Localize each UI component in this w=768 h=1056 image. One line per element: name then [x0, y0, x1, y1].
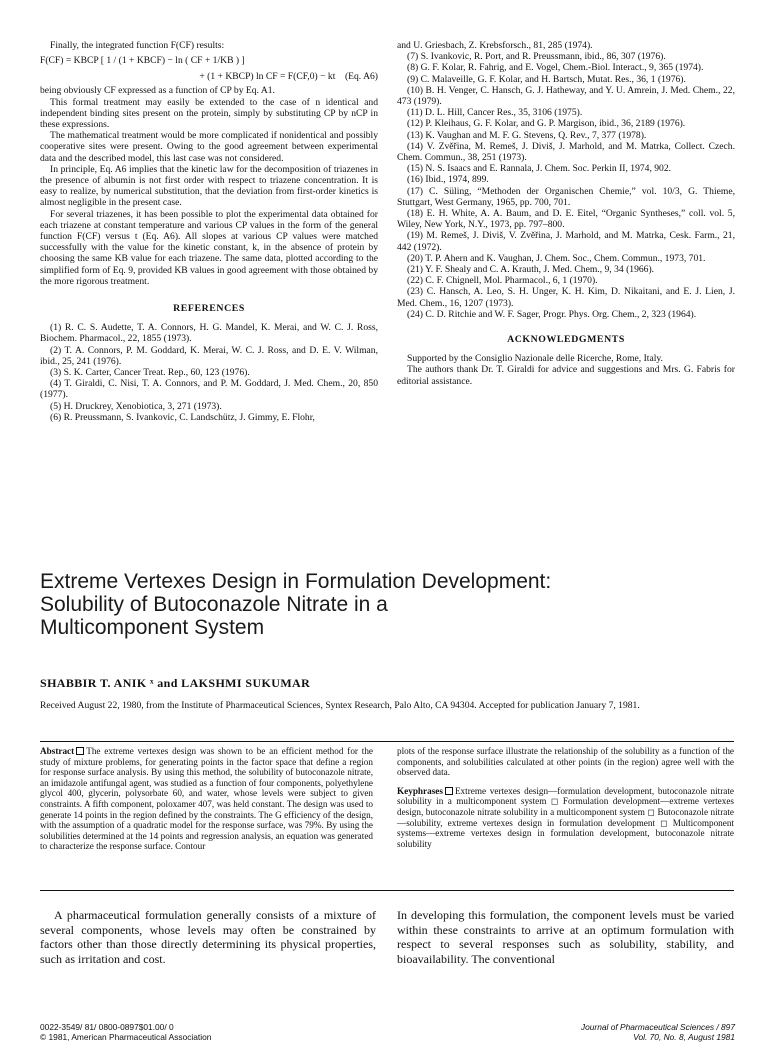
reference-item: (3) S. K. Carter, Cancer Treat. Rep., 60, 123 (1976). — [50, 367, 250, 379]
reference-item: (21) Y. F. Shealy and C. A. Krauth, J. Med. Chem., 9, 34 (1966). — [407, 264, 655, 276]
reference-item: (18) E. H. White, A. A. Baum, and D. E. Eitel, “Organic Syntheses,” coll. vol. 5, Wiley, New York, N.Y., 1973, pp. 797–800. — [397, 208, 735, 231]
reference-item: (16) Ibid., 1974, 899. — [407, 174, 489, 186]
paragraph: The mathematical treatment would be more complicated if nonidentical and possibly cooperative sites were present. Owing to the good agreement between experimental data and the described model, this last case was not considered. — [40, 130, 378, 164]
issn-line: 0022-3549/ 81/ 0800-0897$01.00/ 0 — [40, 1022, 174, 1032]
article-title — [40, 570, 740, 639]
footer-left — [40, 1022, 211, 1042]
reference-item: (11) D. L. Hill, Cancer Res., 35, 3106 (1975). — [407, 107, 583, 119]
paragraph: In developing this formulation, the component levels must be varied within these constraints to arrive at an optimum formulation with respect to several responses such as solubility, stability, and bioavailability. The conventional — [397, 908, 734, 966]
reference-item: (24) C. D. Ritchie and W. F. Sager, Progr. Phys. Org. Chem., 2, 323 (1964). — [407, 308, 697, 320]
reference-item: (10) B. H. Venger, C. Hansch, G. J. Hatheway, and Y. U. Amrein, J. Med. Chem., 22, 473 (1979). — [397, 84, 735, 108]
keyphrases-label: Keyphrases — [397, 785, 443, 796]
acknowledgments-section — [397, 334, 735, 387]
reference-item: (22) C. F. Chignell, Mol. Pharmacol., 6, 1 (1970). — [407, 275, 598, 287]
reference-item: (8) G. F. Kolar, R. Fahrig, and E. Vogel, Chem.-Biol. Interact., 9, 365 (1974). — [407, 62, 704, 74]
acknowledgments-heading: ACKNOWLEDGMENTS — [507, 334, 625, 346]
equation-a6-line1: F(CF) = KBCP [ 1 / (1 + KBCF) − ln ( CF + 1/KB ) ] — [40, 55, 245, 67]
abstract — [40, 746, 373, 852]
paragraph: This formal treatment may easily be extended to the case of n identical and independent binding sites present on the protein, simply by substituting CP by nCP in these expressions. — [40, 96, 378, 131]
reference-item: (7) S. Ivankovic, R. Port, and R. Preussmann, ibid., 86, 307 (1976). — [407, 51, 666, 63]
reference-item: (19) M. Remeš, J. Diviš, V. Zvěřina, J. Marhold, and M. Matrka, Cesk. Farm., 21, 442 (1972). — [397, 230, 735, 253]
reference-item: (13) K. Vaughan and M. F. G. Stevens, Q. Rev., 7, 377 (1978). — [407, 129, 647, 141]
volume-line: Vol. 70, No. 8, August 1981 — [633, 1032, 735, 1042]
abstract-label: Abstract — [40, 746, 75, 756]
reference-item: (9) C. Malaveille, G. F. Kolar, and H. Bartsch, Mutat. Res., 36, 1 (1976). — [407, 73, 686, 85]
reference-item: (20) T. P. Ahern and K. Vaughan, J. Chem. Soc., Chem. Commun., 1973, 701. — [407, 252, 706, 264]
reference-item: (23) C. Hansch, A. Leo, S. H. Unger, K. H. Kim, D. Nikaitani, and E. J. Lien, J. Med. Chem., 16, 1207 (1973). — [397, 286, 735, 309]
received-info: Received August 22, 1980, from the Institute of Pharmaceutical Sciences, Syntex Research, Palo Alto, CA 94304. Accepted for publication January 7, 1981. — [40, 700, 640, 711]
journal-line: Journal of Pharmaceutical Sciences / 897 — [580, 1022, 735, 1032]
reference-item: (4) T. Giraldi, C. Nisi, T. A. Connors, and P. M. Goddard, J. Med. Chem., 20, 850 (1977). — [40, 378, 378, 401]
paragraph: Finally, the integrated function F(CF) results: — [50, 40, 225, 51]
abstract-top-rule — [40, 741, 734, 742]
reference-item: (14) V. Zvěřina, M. Remeš, J. Diviš, J. Marhold, and M. Matrka, Collect. Czech. Chem. Commun., 38, 251 (1973). — [397, 140, 735, 164]
abstract-continuation: plots of the response surface illustrate the relationship of the solubility as a function of the components, and solubilities calculated at other points (in the region) agree well with the observed data. — [397, 746, 734, 778]
title-line: Solubility of Butoconazole Nitrate in a — [40, 593, 388, 616]
reference-item: (6) R. Preussmann, S. Ivankovic, C. Landschütz, J. Gimmy, E. Flohr, — [50, 411, 315, 423]
paragraph: In principle, Eq. A6 implies that the kinetic law for the decomposition of triazenes in the presence of albumin is not first order with respect to triazene concentration. It is easy to realize, by numerical substitution, that the deviation from first-order kinetics is almost negligible in the present case. — [40, 163, 378, 209]
copyright-line: © 1981, American Pharmaceutical Association — [40, 1032, 212, 1042]
paragraph: For several triazenes, it has been possible to plot the experimental data obtained for each triazene at constant temperature and various CP values in the form of the general function F(CF) versus t (Eq. A6). All slopes at various CP values were matched successfully with the value for the kinetic constant, k, in the absence of protein by choosing the same KB value for each triazene. The same data, plotted according to the simplified form of Eq. 9, provided KB values in good agreement with those obtained by the more rigorous treatment. — [40, 208, 378, 287]
right-column — [397, 40, 735, 387]
authors: SHABBIR T. ANIK ˣ and LAKSHMI SUKUMAR — [40, 676, 311, 690]
left-column — [40, 40, 378, 423]
reference-item: (2) T. A. Connors, P. M. Goddard, K. Merai, W. C. J. Ross, and D. E. V. Wilman, ibid., 25, 241 (1976). — [40, 344, 378, 367]
box-icon — [76, 747, 84, 755]
reference-item: and U. Griesbach, Z. Krebsforsch., 81, 285 (1974). — [397, 40, 593, 51]
reference-item: (12) P. Kleihaus, G. F. Kolar, and G. P. Margison, ibid., 36, 2189 (1976). — [407, 118, 686, 130]
paragraph: A pharmaceutical formulation generally consists of a mixture of several components, whose levels may often be constrained by factors other than those directly determining its physical properties, such as irritation and cost. — [40, 908, 376, 966]
abstract-bottom-rule — [40, 890, 734, 891]
references-heading: REFERENCES — [173, 303, 245, 315]
paragraph: being obviously CF expressed as a function of CP by Eq. A1. — [40, 85, 275, 97]
abstract-continued — [397, 746, 734, 849]
reference-item: (5) H. Druckrey, Xenobiotica, 3, 271 (1973). — [50, 400, 222, 412]
reference-item: (17) C. Süling, “Methoden der Organischen Chemie,” vol. 10/3, G. Thieme, Stuttgart, West Germany, 1965, pp. 700, 701. — [397, 185, 735, 208]
body-text-left — [40, 908, 376, 966]
keyphrases-text: Extreme vertexes design—formulation development, butoconazole nitrate solubility in a multicomponent system ◻ Formulation development—extreme vertexes design, butoconazole nitrate solubility in a multicomponent system ◻ Butoconazole nitrate—solubility, extreme vertexes design in formulation development ◻ Multicomponent systems—extreme vertexes design in formulation development, butoconazole nitrate solubility — [397, 785, 734, 849]
box-icon — [445, 787, 453, 795]
abstract-text: The extreme vertexes design was shown to be an efficient method for the study of mixture problems, for generating points in the factor space that define a region for response surface analysis. By using this method, the solubility of butoconazole nitrate, an imidazole antifungal agent, was studied as a function of four components, polyethylene glycol 400, glycerin, polysorbate 60, and water, whose levels were subject to given constraints. A fifth component, poloxamer 407, was held constant. The design was used to generate 14 points in the region defined by the constraints. The G efficiency of the design, with the assumption of a quadratic model for the response surface, was 79%. By using the solubilities determined at the 14 points and regression analysis, an equation was generated to characterize the response surface. Contour — [40, 746, 373, 852]
title-line: Extreme Vertexes Design in Formulation Development: — [40, 570, 552, 593]
title-line: Multicomponent System — [40, 616, 265, 639]
acknowledgment-text: The authors thank Dr. T. Giraldi for advice and suggestions and Mrs. G. Fabris for editorial assistance. — [397, 364, 735, 387]
keyphrases — [397, 786, 734, 850]
footer-right — [581, 1022, 735, 1042]
acknowledgment-text: Supported by the Consiglio Nazionale delle Ricerche, Rome, Italy. — [407, 353, 663, 365]
equation-a6-line2: + (1 + KBCP) ln CF = F(CF,0) − kt (Eq. A6) — [199, 71, 378, 83]
body-text-right — [397, 908, 734, 966]
reference-item: (1) R. C. S. Audette, T. A. Connors, H. G. Mandel, K. Merai, and W. C. J. Ross, Biochem. Pharmacol., 22, 1855 (1973). — [40, 322, 378, 345]
reference-item: (15) N. S. Isaacs and E. Rannala, J. Chem. Soc. Perkin II, 1974, 902. — [407, 163, 672, 175]
